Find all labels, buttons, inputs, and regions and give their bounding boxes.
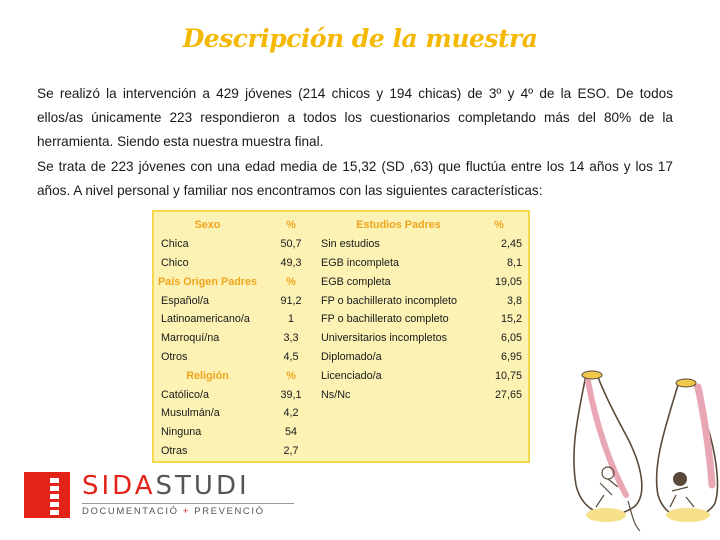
row-value-right: 8,1 xyxy=(506,256,522,269)
row-value: 91,2 xyxy=(280,294,302,307)
row-value-right: 10,75 xyxy=(494,369,522,382)
row-value: 50,7 xyxy=(280,238,302,251)
section-header-religion: Religión xyxy=(186,369,229,382)
table-row xyxy=(154,235,528,254)
row-label: Chico xyxy=(161,256,189,269)
row-label-right: FP o bachillerato incompleto xyxy=(321,294,458,307)
header-pct-left: % xyxy=(286,219,296,232)
row-value-right xyxy=(476,442,528,461)
table-row xyxy=(154,385,528,404)
row-value-right: 15,2 xyxy=(500,313,522,326)
table-row xyxy=(154,404,528,423)
table-row xyxy=(154,442,528,461)
sidastudi-logo xyxy=(24,472,274,520)
table-header-row xyxy=(154,216,528,235)
logo-tagline-plus: + xyxy=(182,506,191,517)
logo-tagline-part1: DOCUMENTACIÓ xyxy=(82,506,179,517)
row-value: 1 xyxy=(287,313,294,326)
condom-illustration-icon xyxy=(548,355,720,540)
row-value: 2,7 xyxy=(283,444,299,457)
row-label: Musulmán/a xyxy=(161,407,220,420)
row-value: 3,3 xyxy=(283,332,299,345)
row-value-right xyxy=(476,404,528,423)
header-pct-right: % xyxy=(494,219,504,232)
table-row xyxy=(154,329,528,348)
row-label-right: Universitarios incompletos xyxy=(321,332,448,345)
logo-mark-icon xyxy=(24,472,70,518)
row-label: Español/a xyxy=(161,294,210,307)
row-label-right: FP o bachillerato completo xyxy=(321,313,449,326)
row-value-right: 27,65 xyxy=(494,388,522,401)
age-paragraph: Se trata de 223 jóvenes con una edad media de 15,32 (SD ,63) que fluctúa entre los 14 años y los 17 años. A nivel personal y familiar nos encontramos con las siguientes características: xyxy=(37,159,673,198)
row-label-right xyxy=(321,404,476,423)
logo-tagline-part2: PREVENCIÓ xyxy=(194,506,265,517)
table-row xyxy=(154,291,528,310)
row-value-right xyxy=(476,423,528,442)
row-label-right xyxy=(321,442,476,461)
row-label-right: Licenciado/a xyxy=(321,369,382,382)
logo-text-studi: STUDI xyxy=(155,471,250,501)
section-header-pct: % xyxy=(286,275,296,288)
header-estudios-padres: Estudios Padres xyxy=(356,219,441,232)
row-value-right: 6,05 xyxy=(500,332,522,345)
row-label: Otras xyxy=(161,444,188,457)
page-title: Descripción de la muestra xyxy=(182,24,538,53)
table-row xyxy=(154,348,528,367)
section-header-pct: % xyxy=(286,369,296,382)
table-row xyxy=(154,310,528,329)
row-label: Ninguna xyxy=(161,426,202,439)
sample-table xyxy=(152,210,530,463)
row-value-right: 2,45 xyxy=(500,238,522,251)
row-value-right: 19,05 xyxy=(494,275,522,288)
row-label: Latinoamericano/a xyxy=(161,313,250,326)
row-label: Otros xyxy=(161,350,188,363)
row-label: Marroquí/na xyxy=(161,332,220,345)
section-header-pais: País Origen Padres xyxy=(157,275,258,288)
row-value-right: 3,8 xyxy=(506,294,522,307)
logo-wordmark xyxy=(82,471,250,501)
row-label-right: EGB incompleta xyxy=(321,256,400,269)
row-label-right: Diplomado/a xyxy=(321,350,382,363)
logo-text-sida: SIDA xyxy=(82,471,156,501)
table-row xyxy=(154,254,528,273)
row-value: 49,3 xyxy=(280,256,302,269)
row-label: Chica xyxy=(161,238,189,251)
row-value-right: 6,95 xyxy=(500,350,522,363)
intro-paragraph: Se realizó la intervención a 429 jóvenes (214 chicos y 194 chicas) de 3º y 4º de la ESO. De todos ellos/as únicamente 223 respondieron a todos los cuestionarios completando más del 80% de la herramienta. Siendo esta nuestra muestra final. xyxy=(37,86,673,149)
table-row xyxy=(154,366,528,385)
row-value: 39,1 xyxy=(280,388,302,401)
row-label-right: EGB completa xyxy=(321,275,391,288)
row-value: 54 xyxy=(284,426,297,439)
row-label: Católico/a xyxy=(161,388,210,401)
row-value: 4,5 xyxy=(283,350,299,363)
table-row xyxy=(154,272,528,291)
row-label-right: Sin estudios xyxy=(321,238,380,251)
row-label-right xyxy=(321,423,476,442)
header-sexo: Sexo xyxy=(194,219,221,232)
logo-divider xyxy=(82,503,294,504)
row-label-right: Ns/Nc xyxy=(321,388,351,401)
row-value: 4,2 xyxy=(283,407,299,420)
table-row xyxy=(154,423,528,442)
logo-tagline xyxy=(82,506,265,517)
